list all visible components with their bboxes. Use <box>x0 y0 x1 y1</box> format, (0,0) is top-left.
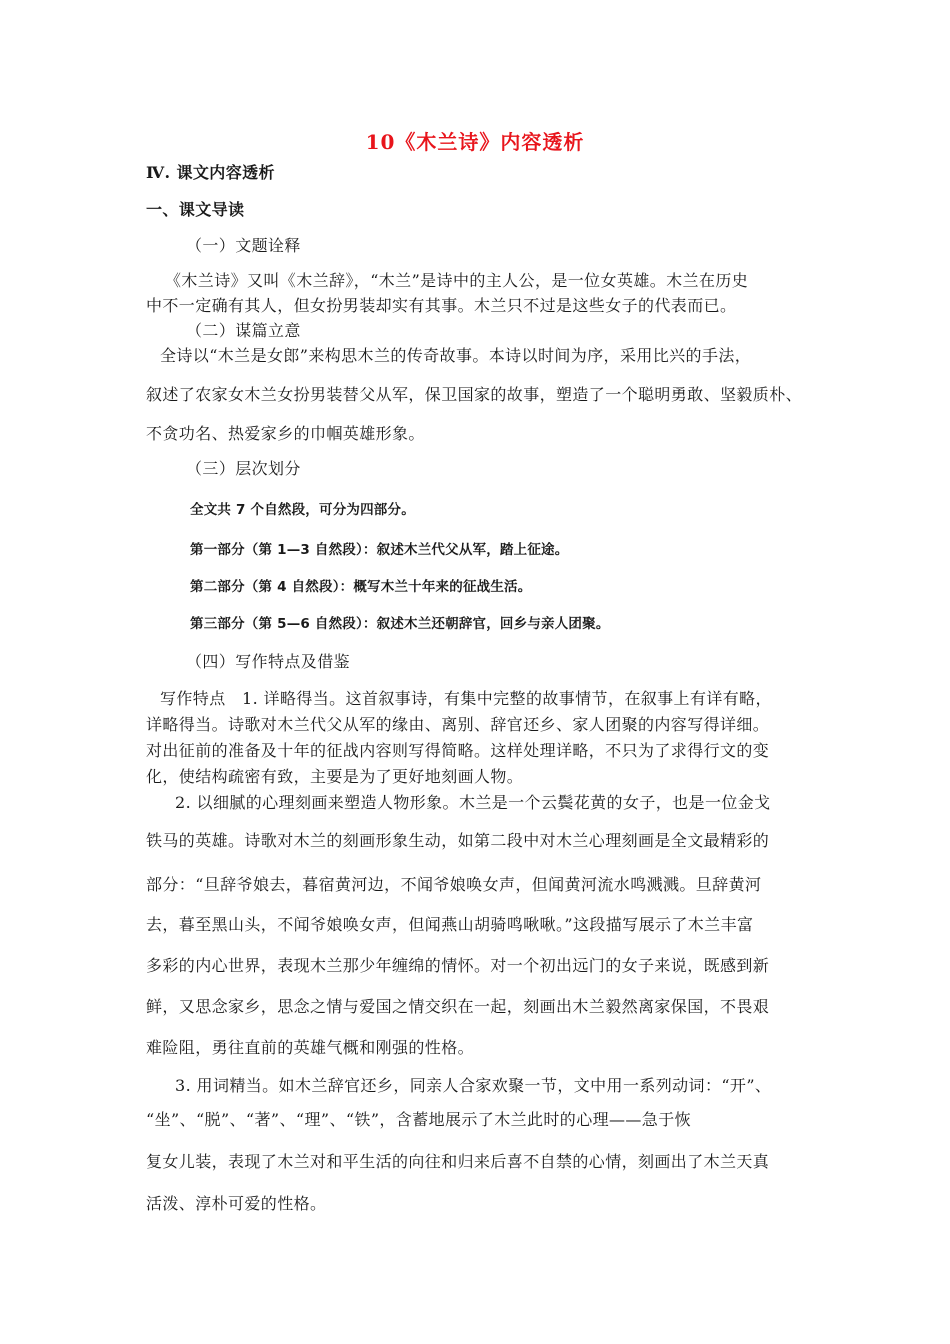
s3-line-1: 全文共 7 个自然段，可分为四部分。 <box>190 502 415 518</box>
s2-line-2: 叙述了农家女木兰女扮男装替父从军，保卫国家的故事，塑造了一个聪明勇敢、坚毅质朴、 <box>146 385 803 404</box>
s3-line-3: 第二部分（第 4 自然段）：概写木兰十年来的征战生活。 <box>190 579 532 595</box>
s4-p2-line-3: 部分：“旦辞爷娘去，暮宿黄河边，不闻爷娘唤女声，但闻黄河流水鸣溅溅。旦辞黄河 <box>146 875 762 894</box>
s1-line-2: 中不一定确有其人，但女扮男装却实有其事。木兰只不过是这些女子的代表而已。 <box>146 296 737 315</box>
s4-p1-line-3: 对出征前的准备及十年的征战内容则写得简略。这样处理详略，不只为了求得行文的变 <box>146 741 770 760</box>
s3-line-2: 第一部分（第 1—3 自然段）：叙述木兰代父从军，踏上征途。 <box>190 542 569 558</box>
s4-p2-line-5: 多彩的内心世界，表现木兰那少年缠绵的情怀。对一个初出远门的女子来说，既感到新 <box>146 956 770 975</box>
s4-p2-line-4: 去，暮至黑山头，不闻爷娘唤女声，但闻燕山胡骑鸣啾啾。”这段描写展示了木兰丰富 <box>146 915 754 934</box>
s2-line-3: 不贪功名、热爱家乡的巾帼英雄形象。 <box>146 424 425 443</box>
s4-p2-line-1: 2. 以细腻的心理刻画来塑造人物形象。木兰是一个云鬓花黄的女子，也是一位金戈 <box>175 793 771 812</box>
subsection-title-4: （四）写作特点及借鉴 <box>186 652 351 671</box>
subsection-title-1: （一）文题诠释 <box>186 236 301 255</box>
part-heading: 一、课文导读 <box>146 200 245 219</box>
s4-p1-line-2: 详略得当。诗歌对木兰代父从军的缘由、离别、辞官还乡、家人团聚的内容写得详细。 <box>146 715 770 734</box>
s4-p2-line-6: 鲜，又思念家乡，思念之情与爱国之情交织在一起，刻画出木兰毅然离家保国，不畏艰 <box>146 997 770 1016</box>
s4-p3-line-4: 活泼、淳朴可爱的性格。 <box>146 1194 327 1213</box>
s4-p1-line-4: 化，使结构疏密有致，主要是为了更好地刻画人物。 <box>146 767 524 786</box>
s4-p1-line-1: 写作特点 1. 详略得当。这首叙事诗，有集中完整的故事情节，在叙事上有详有略， <box>160 689 772 708</box>
s4-p3-line-1: 3. 用词精当。如木兰辞官还乡，同亲人合家欢聚一节，文中用一系列动词：“开”、 <box>175 1076 772 1095</box>
s2-line-1: 全诗以“木兰是女郎”来构思木兰的传奇故事。本诗以时间为序，采用比兴的手法， <box>160 346 752 365</box>
s1-line-1: 《木兰诗》又叫《木兰辞》，“木兰”是诗中的主人公，是一位女英雄。木兰在历史 <box>165 271 749 290</box>
s4-p2-line-7: 难险阻，勇往直前的英雄气概和刚强的性格。 <box>146 1038 475 1057</box>
s4-p3-line-2: “坐”、“脱”、“著”、“理”、“铁”，含蓄地展示了木兰此时的心理——急于恢 <box>146 1110 691 1129</box>
section-heading: Ⅳ. 课文内容透析 <box>146 163 275 182</box>
subsection-title-3: （三）层次划分 <box>186 459 301 478</box>
s3-line-4: 第三部分（第 5—6 自然段）：叙述木兰还朝辞官，回乡与亲人团聚。 <box>190 616 610 632</box>
s4-p3-line-3: 复女儿装，表现了木兰对和平生活的向往和归来后喜不自禁的心情，刻画出了木兰天真 <box>146 1152 770 1171</box>
s4-p2-line-2: 铁马的英雄。诗歌对木兰的刻画形象生动，如第二段中对木兰心理刻画是全文最精彩的 <box>146 831 770 850</box>
document-title: 10《木兰诗》内容透析 <box>365 130 585 154</box>
subsection-title-2: （二）谋篇立意 <box>186 321 301 340</box>
